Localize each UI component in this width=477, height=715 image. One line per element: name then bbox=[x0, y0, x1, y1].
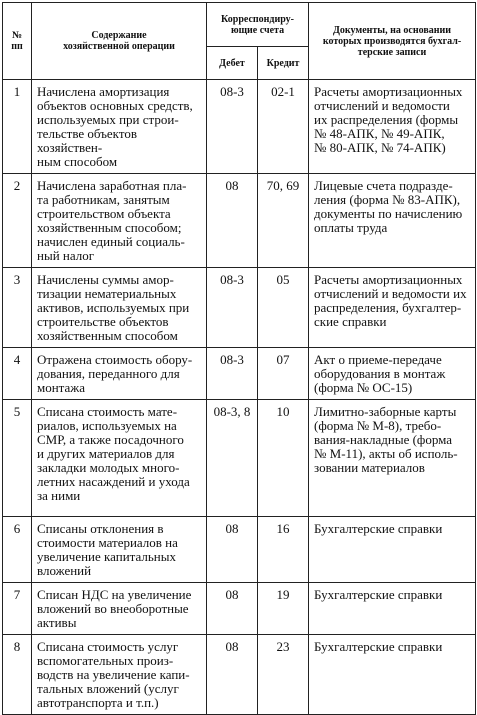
credit-account: 07 bbox=[258, 348, 309, 400]
row-number: 7 bbox=[3, 583, 32, 635]
debit-account: 08-3 bbox=[207, 80, 258, 174]
operation-description: Списаны отклонения в стоимости материалов на увеличение капитальных вложений bbox=[32, 517, 207, 583]
debit-account: 08-3, 8 bbox=[207, 400, 258, 517]
table-row bbox=[3, 583, 476, 635]
credit-account: 70, 69 bbox=[258, 174, 309, 268]
operation-description: Списана стоимость услуг вспомогательных произ- водств на увеличение капи- тальных вложений (услуг автотранспорта и т.п.) bbox=[32, 635, 207, 715]
source-documents: Расчеты амортизационных отчислений и ведомости их распределения, бухгалтер- ские справки bbox=[309, 268, 476, 348]
table-row bbox=[3, 400, 476, 517]
header-credit: Кредит bbox=[258, 47, 309, 80]
source-documents: Бухгалтерские справки bbox=[309, 635, 476, 715]
credit-account: 10 bbox=[258, 400, 309, 517]
credit-account: 05 bbox=[258, 268, 309, 348]
row-number: 3 bbox=[3, 268, 32, 348]
credit-account: 02-1 bbox=[258, 80, 309, 174]
source-documents: Лимитно-заборные карты (форма № М-8), требо- вания-накладные (форма № М-11), акты об исполь- зовании материалов bbox=[309, 400, 476, 517]
row-number: 5 bbox=[3, 400, 32, 517]
operation-description: Начислена заработная пла- та работникам, занятым строительством объекта хозяйственным способом; начислен единый социаль- ный налог bbox=[32, 174, 207, 268]
debit-account: 08 bbox=[207, 635, 258, 715]
row-number: 1 bbox=[3, 80, 32, 174]
source-documents: Акт о приеме-передаче оборудования в монтаж (форма № ОС-15) bbox=[309, 348, 476, 400]
debit-account: 08-3 bbox=[207, 268, 258, 348]
table-row bbox=[3, 174, 476, 268]
source-documents: Лицевые счета подразде- ления (форма № 83-АПК), документы по начислению оплаты труда bbox=[309, 174, 476, 268]
header-debit: Дебет bbox=[207, 47, 258, 80]
row-number: 6 bbox=[3, 517, 32, 583]
header-row-top bbox=[3, 3, 476, 47]
operation-description: Списан НДС на увеличение вложений во внеоборотные активы bbox=[32, 583, 207, 635]
table-row bbox=[3, 268, 476, 348]
row-number: 4 bbox=[3, 348, 32, 400]
debit-account: 08-3 bbox=[207, 348, 258, 400]
operation-description: Начислена амортизация объектов основных средств, используемых при строи- тельстве объектов хозяйствен- ным способом bbox=[32, 80, 207, 174]
table-row bbox=[3, 80, 476, 174]
source-documents: Бухгалтерские справки bbox=[309, 517, 476, 583]
table-row bbox=[3, 517, 476, 583]
source-documents: Бухгалтерские справки bbox=[309, 583, 476, 635]
debit-account: 08 bbox=[207, 517, 258, 583]
header-operation: Содержание хозяйственной операции bbox=[32, 3, 207, 80]
header-documents: Документы, на основании которых производятся бухгал- терские записи bbox=[309, 3, 476, 80]
operation-description: Начислены суммы амор- тизации нематериальных активов, используемых при строительстве объектов хозяйственным способом bbox=[32, 268, 207, 348]
accounting-operations-table bbox=[2, 2, 476, 715]
header-accounts: Корреспондиру- ющие счета bbox=[207, 3, 309, 47]
table-row bbox=[3, 348, 476, 400]
debit-account: 08 bbox=[207, 583, 258, 635]
row-number: 2 bbox=[3, 174, 32, 268]
credit-account: 16 bbox=[258, 517, 309, 583]
credit-account: 19 bbox=[258, 583, 309, 635]
row-number: 8 bbox=[3, 635, 32, 715]
credit-account: 23 bbox=[258, 635, 309, 715]
debit-account: 08 bbox=[207, 174, 258, 268]
operation-description: Списана стоимость мате- риалов, используемых на СМР, а также посадочного и других материалов для закладки молодых много- летних насаждений и ухода за ними bbox=[32, 400, 207, 517]
table-row bbox=[3, 635, 476, 715]
operation-description: Отражена стоимость обору- дования, переданного для монтажа bbox=[32, 348, 207, 400]
source-documents: Расчеты амортизационных отчислений и ведомости их распределения (формы № 48-АПК, № 49-АПК, № 80-АПК, № 74-АПК) bbox=[309, 80, 476, 174]
header-num: № пп bbox=[3, 3, 32, 80]
